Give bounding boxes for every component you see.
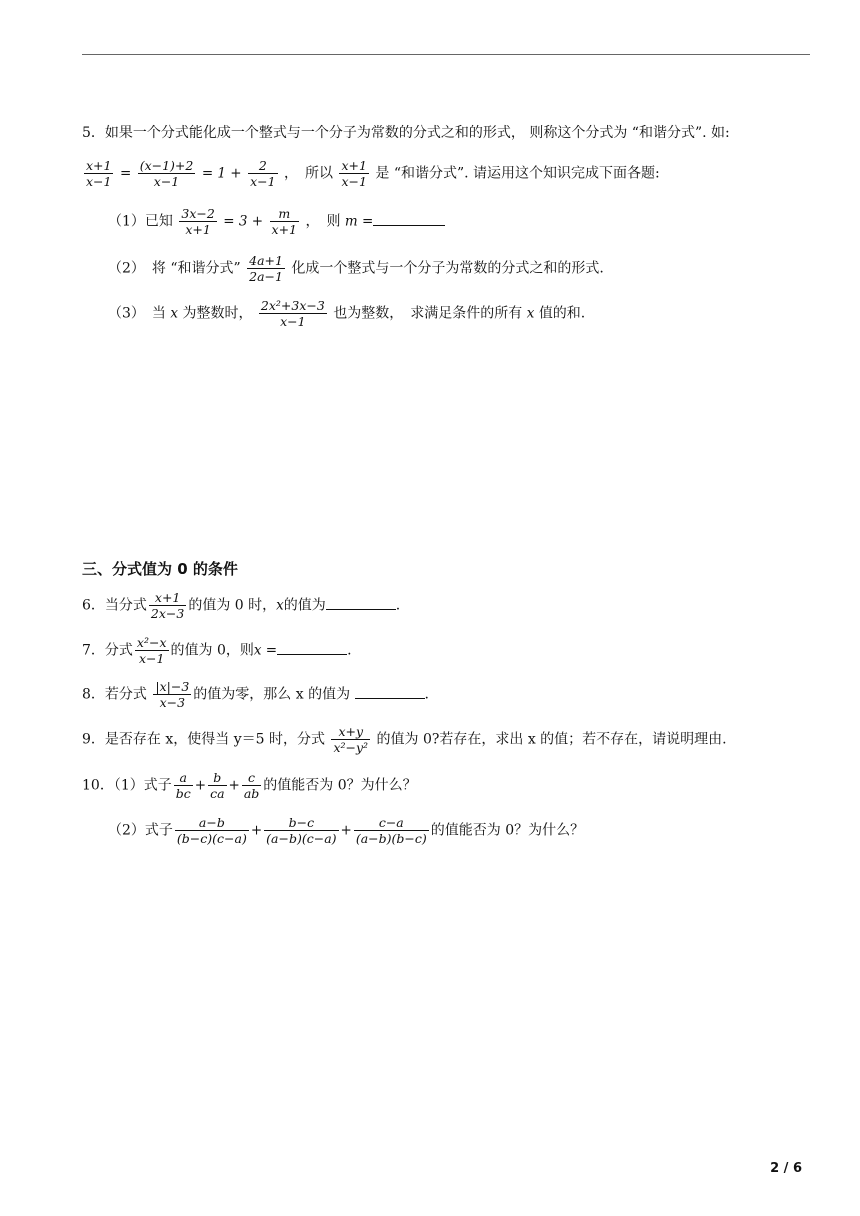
q6: 6．当分式 $\frac{x+1}{2x-3}$ 的值为 0 时，x的值为 . [82, 590, 401, 621]
fraction: $\frac{4a+1}{2a-1}$ [249, 253, 283, 284]
fraction: $\frac{\text{2x²+3x−3}}{x-1}$ [260, 298, 325, 329]
fraction: $\frac{(x-1)+2}{x-1}$ [139, 158, 194, 189]
q8: 8．若分式 $\frac{|x|-3}{x-3}$ 的值为零，那么 x 的值为 . [82, 679, 429, 710]
q9: 9．是否存在 x，使得当 y＝5 时，分式 $\frac{x+y}{\text{x²−y²}}$ 的值为 0?若存在，求出 x 的值；若不存在，请说明理由. [82, 724, 727, 755]
q5-part2: （2） 将 “和谐分式” $\frac{4a+1}{2a-1}$ 化成一个整式与一个分子为常数的分式之和的形式. [108, 253, 604, 284]
fraction: $\frac{c}{ab}$ [243, 770, 260, 801]
fraction: $\frac{c-a}{(a-b)(b-c)}$ [355, 815, 427, 846]
fraction: $\frac{x+y}{\text{x²−y²}}$ [333, 724, 369, 755]
fraction: $\frac{b-c}{(a-b)(c-a)}$ [266, 815, 337, 846]
answer-blank[interactable] [326, 595, 396, 610]
fraction: $\frac{3x-2}{x+1}$ [181, 206, 215, 237]
fraction: $\frac{x+1}{x-1}$ [86, 158, 112, 189]
q10-part1: 10．（1）式子 $\frac{a}{bc}$ + $\frac{b}{ca}$ + $\frac{c}{ab}$ 的值能否为 0？为什么？ [82, 770, 417, 801]
answer-blank[interactable] [277, 640, 347, 655]
fraction: $\frac{x+1}{2x-3}$ [150, 590, 185, 621]
fraction: $\frac{\text{x²−x}}{x-1}$ [136, 635, 167, 666]
answer-blank[interactable] [355, 684, 425, 699]
fraction: $\frac{x+1}{x-1}$ [341, 158, 367, 189]
fraction: $\frac{2}{x-1}$ [250, 158, 276, 189]
fraction: $\frac{b}{ca}$ [210, 770, 225, 801]
fraction: $\frac{m}{x+1}$ [271, 206, 297, 237]
section-title: 三、分式值为 0 的条件 [82, 560, 238, 578]
q5-part1: （1）已知 $\frac{3x-2}{x+1}$ = 3 + $\frac{m}{x+1}$ ， 则 m = [108, 206, 445, 237]
fraction: $\frac{|x|-3}{x-3}$ [155, 679, 190, 710]
fraction: $\frac{a-b}{(b-c)(c-a)}$ [176, 815, 247, 846]
page-number: 2 / 6 [770, 1161, 802, 1176]
fraction: $\frac{a}{bc}$ [175, 770, 191, 801]
header-rule [82, 54, 810, 55]
q5-intro: 5．如果一个分式能化成一个整式与一个分子为常数的分式之和的形式， 则称这个分式为 “和谐分式”. 如: [82, 125, 730, 141]
q7: 7．分式 $\frac{\text{x²−x}}{x-1}$ 的值为 0，则x = . [82, 635, 352, 666]
q5-example: $\frac{x+1}{x-1}$ = $\frac{(x-1)+2}{x-1}$ = 1 + $\frac{2}{x-1}$ ， 所以 $\frac{x+1}{x-1}$ 是 “和谐分式”. 请运用这个知识完成下面各题: [86, 158, 660, 189]
answer-blank[interactable] [373, 211, 445, 226]
q10-part2: （2）式子 $\frac{a-b}{(b-c)(c-a)}$ + $\frac{b-c}{(a-b)(c-a)}$ + $\frac{c-a}{(a-b)(b-c)}$ 的值能否为 0？为什么？ [108, 815, 585, 846]
q5-part3: （3） 当 x 为整数时， $\frac{\text{2x²+3x−3}}{x-1}$ 也为整数， 求满足条件的所有 x 值的和. [108, 298, 586, 329]
